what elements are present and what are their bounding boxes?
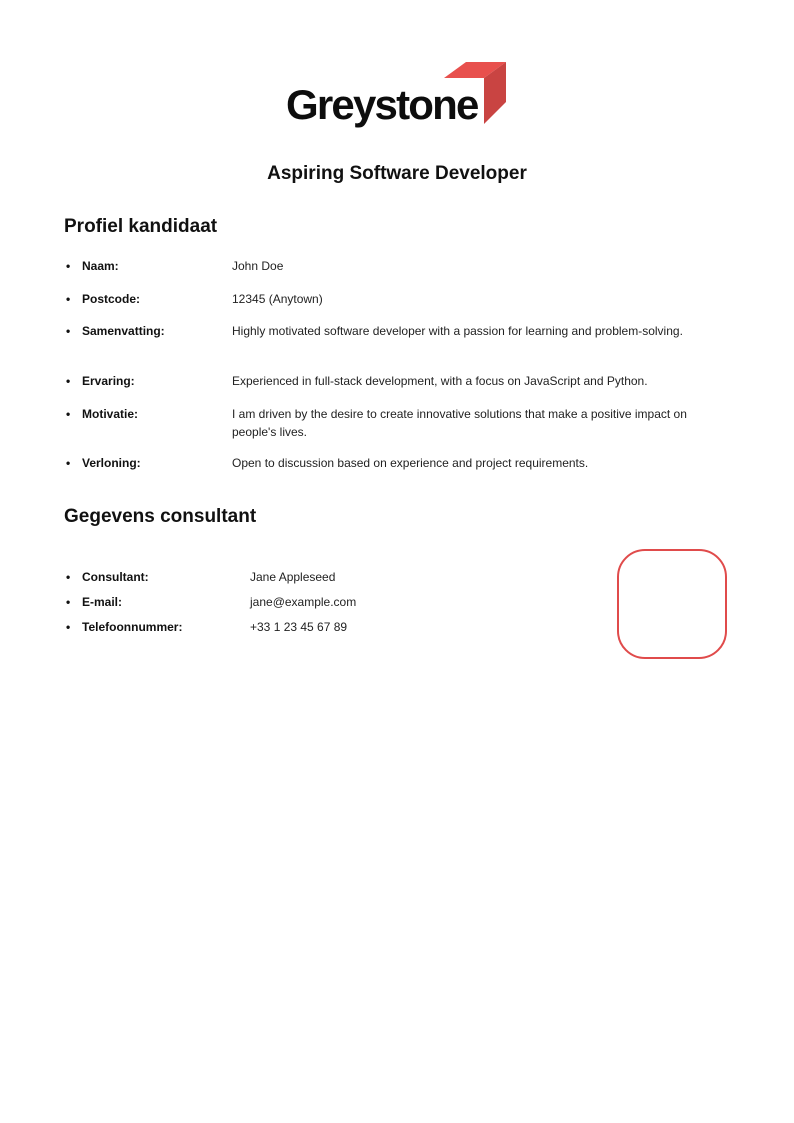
profile-value-postcode: 12345 (Anytown) bbox=[232, 292, 323, 306]
list-item bbox=[64, 569, 550, 587]
list-item bbox=[64, 258, 706, 276]
bullet-icon: • bbox=[66, 259, 71, 273]
document-title: Aspiring Software Developer bbox=[267, 163, 527, 184]
brand-logo bbox=[284, 62, 514, 134]
bullet-icon: • bbox=[66, 374, 71, 388]
list-item bbox=[64, 594, 550, 612]
consultant-heading: Gegevens consultant bbox=[64, 506, 257, 527]
folded-corner-mark-icon bbox=[444, 62, 510, 126]
consultant-photo-frame bbox=[617, 549, 727, 659]
consultant-value-email: jane@example.com bbox=[250, 595, 357, 609]
profile-label-name: Naam: bbox=[82, 259, 119, 273]
list-item bbox=[64, 406, 706, 441]
profile-label-postcode: Postcode: bbox=[82, 292, 141, 306]
profile-label-experience: Ervaring: bbox=[82, 374, 135, 388]
consultant-value-name: Jane Appleseed bbox=[250, 570, 336, 584]
profile-label-motivation: Motivatie: bbox=[82, 407, 139, 421]
profile-value-experience: Experienced in full-stack development, with a focus on JavaScript and Python. bbox=[232, 374, 648, 388]
bullet-icon: • bbox=[66, 570, 71, 584]
bullet-icon: • bbox=[66, 324, 71, 338]
profile-label-salary: Verloning: bbox=[82, 456, 141, 470]
list-item bbox=[64, 291, 706, 309]
profile-value-motivation: I am driven by the desire to create innovative solutions that make a positive impact on people's lives. bbox=[232, 407, 687, 439]
consultant-label-email: E-mail: bbox=[82, 595, 123, 609]
bullet-icon: • bbox=[66, 292, 71, 306]
list-item bbox=[64, 373, 706, 391]
consultant-value-phone: +33 1 23 45 67 89 bbox=[250, 620, 348, 634]
profile-value-salary: Open to discussion based on experience and project requirements. bbox=[232, 456, 589, 470]
list-item bbox=[64, 455, 706, 473]
bullet-icon: • bbox=[66, 407, 71, 421]
list-item bbox=[64, 619, 550, 637]
profile-label-summary: Samenvatting: bbox=[82, 324, 165, 338]
consultant-label-name: Consultant: bbox=[82, 570, 149, 584]
bullet-icon: • bbox=[66, 620, 71, 634]
list-item bbox=[64, 323, 706, 341]
profile-value-summary: Highly motivated software developer with a passion for learning and problem-solving. bbox=[232, 324, 683, 338]
bullet-icon: • bbox=[66, 595, 71, 609]
brand-wordmark: Greystone bbox=[286, 81, 478, 128]
profile-value-name: John Doe bbox=[232, 259, 284, 273]
profile-heading: Profiel kandidaat bbox=[64, 216, 218, 237]
consultant-label-phone: Telefoonnummer: bbox=[82, 620, 183, 634]
bullet-icon: • bbox=[66, 456, 71, 470]
